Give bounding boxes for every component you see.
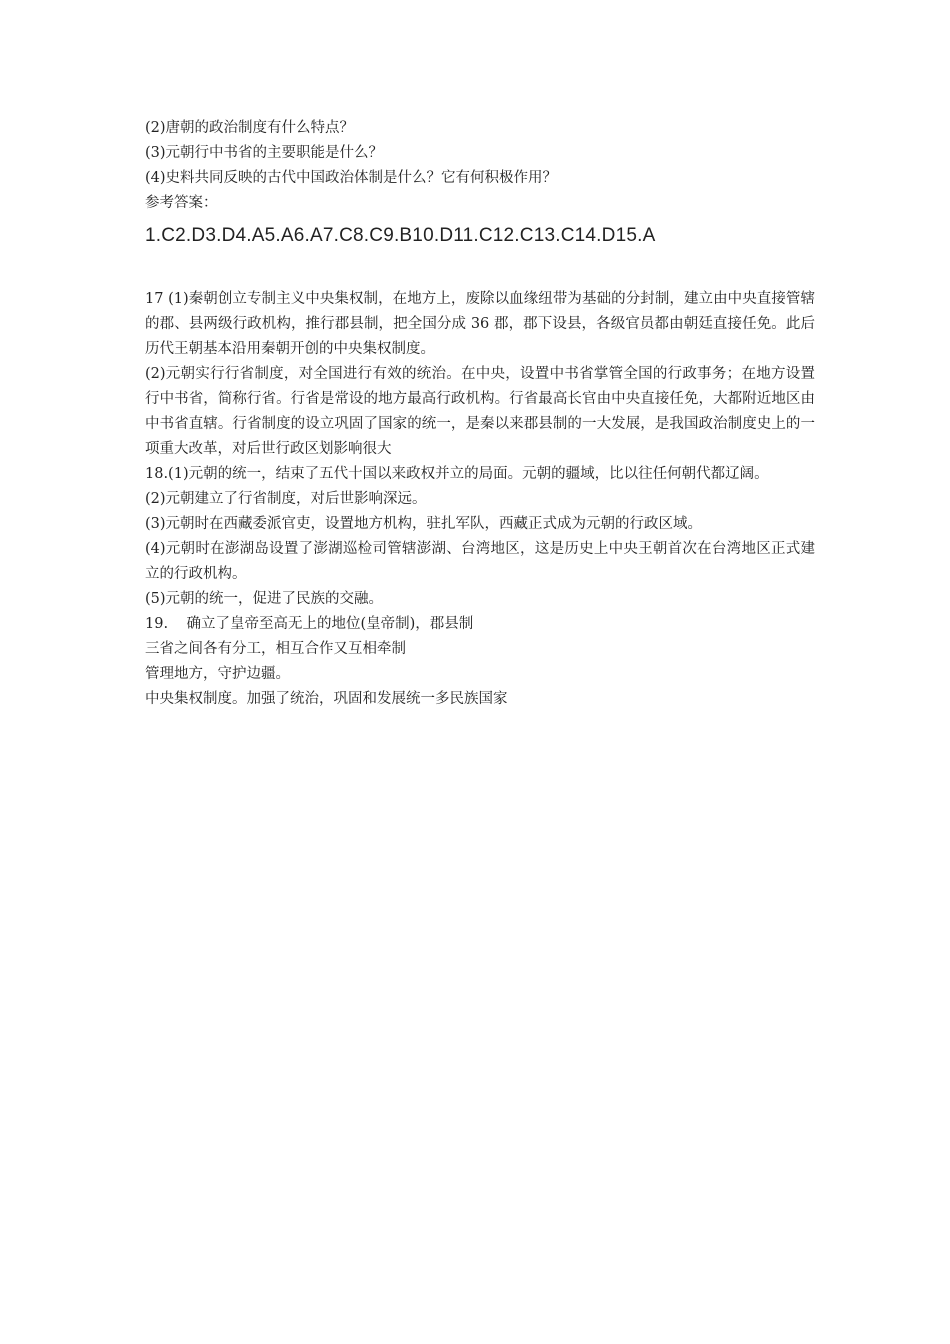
document-page — [145, 116, 815, 712]
multiple-choice-answers: 1.C2.D3.D4.A5.A6.A7.C8.C9.B10.D11.C12.C13.C14.D15.A — [145, 225, 656, 246]
answer-19-line-1: 19. 确立了皇帝至高无上的地位(皇帝制)，郡县制 — [145, 616, 474, 632]
answer-18-part-2: (2)元朝建立了行省制度，对后世影响深远。 — [145, 491, 427, 507]
spacer — [145, 251, 815, 287]
question-4: (4)史料共同反映的古代中国政治体制是什么？它有何积极作用？ — [145, 170, 558, 186]
answer-18-part-5: (5)元朝的统一，促进了民族的交融。 — [145, 591, 384, 607]
answer-18-part-4: (4)元朝时在澎湖岛设置了澎湖巡检司管辖澎湖、台湾地区，这是历史上中央王朝首次在台湾地区正式建立的行政机构。 — [145, 541, 815, 582]
answer-19-line-3: 管理地方，守护边疆。 — [145, 666, 290, 682]
answer-18-part-1: 18.(1)元朝的统一，结束了五代十国以来政权并立的局面。元朝的疆域，比以往任何朝代都辽阔。 — [145, 466, 769, 482]
answer-17-part-2: (2)元朝实行行省制度，对全国进行有效的统治。在中央，设置中书省掌管全国的行政事务；在地方设置行中书省，简称行省。行省是常设的地方最高行政机构。行省最高长官由中央直接任免，大都附近地区由中书省直辖。行省制度的设立巩固了国家的统一，是秦以来郡县制的一大发展，是我国政治制度史上的一项重大改革，对后世行政区划影响很大 — [145, 366, 815, 457]
question-2: (2)唐朝的政治制度有什么特点？ — [145, 120, 355, 136]
answer-18-part-3: (3)元朝时在西藏委派官吏，设置地方机构，驻扎军队，西藏正式成为元朝的行政区域。 — [145, 516, 703, 532]
answer-19-line-4: 中央集权制度。加强了统治，巩固和发展统一多民族国家 — [145, 691, 508, 707]
answer-17-part-1: 17 (1)秦朝创立专制主义中央集权制，在地方上，废除以血缘纽带为基础的分封制，建立由中央直接管辖的郡、县两级行政机构，推行郡县制，把全国分成 36 郡，郡下设县，各级官员都由朝廷直接任免。此后历代王朝基本沿用秦朝开创的中央集权制度。 — [145, 291, 815, 357]
answer-heading: 参考答案： — [145, 195, 218, 211]
question-3: (3)元朝行中书省的主要职能是什么？ — [145, 145, 384, 161]
answer-19-line-2: 三省之间各有分工，相互合作又互相牵制 — [145, 641, 406, 657]
